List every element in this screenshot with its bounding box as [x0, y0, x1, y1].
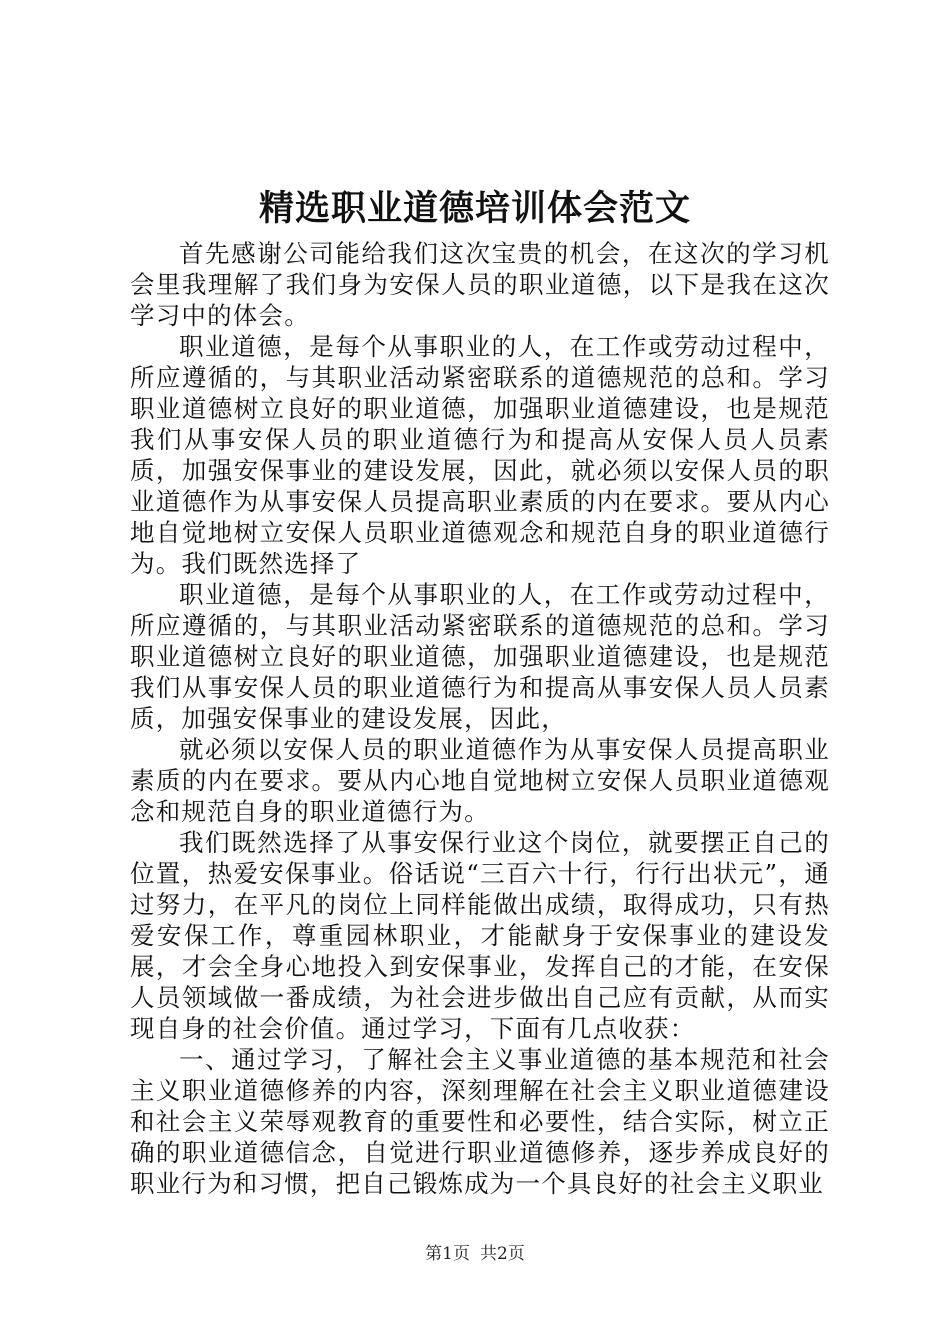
page-footer [0, 1242, 950, 1266]
paragraph: 职业道德，是每个从事职业的人，在工作或劳动过程中，所应遵循的，与其职业活动紧密联系的道德规范的总和。学习职业道德树立良好的职业道德，加强职业道德建设，也是规范我们从事安保人员的职业道德行为和提高从安保人员人员素质，加强安保事业的建设发展，因此，就必须以安保人员的职业道德作为从事安保人员提高职业素质的内在要求。要从内心地自觉地树立安保人员职业道德观念和规范自身的职业道德行为。我们既然选择了 [130, 332, 830, 578]
document-body [130, 238, 830, 1199]
paragraph: 我们既然选择了从事安保行业这个岗位，就要摆正自己的位置，热爱安保事业。俗话说“三百六十行，行行出状元”，通过努力，在平凡的岗位上同样能做出成绩，取得成功，只有热爱安保工作，尊重园林职业，才能献身于安保事业的建设发展，才会全身心地投入到安保事业，发挥自己的才能，在安保人员领域做一番成绩，为社会进步做出自己应有贡献，从而实现自身的社会价值。通过学习，下面有几点收获： [130, 828, 830, 1043]
paragraph: 就必须以安保人员的职业道德作为从事安保人员提高职业素质的内在要求。要从内心地自觉地树立安保人员职业道德观念和规范自身的职业道德行为。 [130, 735, 830, 826]
page-number-total: 共2页 [480, 1244, 525, 1264]
paragraph: 一、通过学习，了解社会主义事业道德的基本规范和社会主义职业道德修养的内容，深刻理解在社会主义职业道德建设和社会主义荣辱观教育的重要性和必要性，结合实际，树立正确的职业道德信念，自觉进行职业道德修养，逐步养成良好的职业行为和习惯，把自己锻炼成为一个具良好的社会主义职业 [130, 1045, 830, 1198]
page-number-current: 第1页 [425, 1244, 470, 1264]
paragraph: 职业道德，是每个从事职业的人，在工作或劳动过程中，所应遵循的，与其职业活动紧密联系的道德规范的总和。学习职业道德树立良好的职业道德，加强职业道德建设，也是规范我们从事安保人员的职业道德行为和提高从事安保人员人员素质，加强安保事业的建设发展，因此， [130, 580, 830, 733]
paragraph: 首先感谢公司能给我们这次宝贵的机会，在这次的学习机会里我理解了我们身为安保人员的职业道德，以下是我在这次学习中的体会。 [130, 239, 830, 330]
document-title: 精选职业道德培训体会范文 [258, 188, 691, 229]
